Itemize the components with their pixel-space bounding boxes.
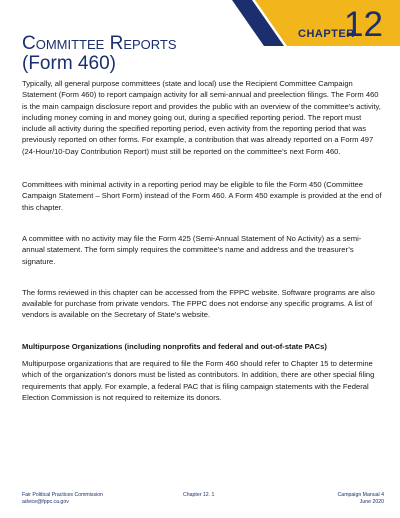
footer-manual: Campaign Manual 4 (337, 492, 384, 498)
paragraph-form-450: Committees with minimal activity in a reporting period may be eligible to file the Form 450 (Committee Campaign Statement – Short Form) instead of the Form 460. A Form 450 example is provided at the end of this chapter. (22, 180, 382, 212)
footer-date: June 2020 (359, 499, 384, 505)
footer-org: Fair Political Practices Commission (22, 492, 104, 498)
page-title-line1: Committee Reports (22, 33, 177, 54)
chapter-label: CHAPTER (298, 28, 355, 40)
page-title (22, 34, 282, 74)
page-title-line2: (Form 460) (22, 53, 116, 74)
paragraph-intro: Typically, all general purpose committees (state and local) use the Recipient Committee Campaign Statement (Form 460) to report campaign activity for all semi-annual and preelection filings. The Form 460 is the main campaign disclosure report and provides the public with an overview of the committee’s activity, including money coming in and money going out, during a specified reporting period. The report must include all activity during the specified reporting period, even activity from the reporting period that was previously reported on other forms. For example, a contribution that was already reported on a Form 497 (24-Hour/10-Day Contribution Report) must still be reported on the committee’s next Form 460. (22, 79, 381, 156)
footer-page-number: Chapter 12. 1 (183, 492, 215, 498)
paragraph-forms-access: The forms reviewed in this chapter can be accessed from the FPPC website. Software programs are also available for purchase from private vendors. The FPPC does not endorse any specific programs. A list of vendors is available on the Secretary of State’s website. (22, 287, 375, 320)
page-footer (22, 492, 384, 512)
paragraph-form-425: A committee with no activity may file the Form 425 (Semi-Annual Statement of No Activity) as a semi-annual statement. The form simply requires the committee’s name and address and the treasurer’s signature. (22, 233, 362, 266)
chapter-number: 12 (344, 5, 383, 44)
body-content (22, 78, 384, 403)
footer-email: advice@fppc.ca.gov (22, 499, 69, 505)
section-heading: Multipurpose Organizations (including nonprofits and federal and out-of-state PACs) (22, 341, 327, 351)
paragraph-multipurpose: Multipurpose organizations that are required to file the Form 460 should refer to Chapter 15 to determine which of the organization’s donors must be listed as contributors. In addition, there are other special filing requirements that apply. For example, a federal PAC that is filing campaign statements with the Federal Election Commission is not required to reitemize its donors. (22, 359, 375, 402)
